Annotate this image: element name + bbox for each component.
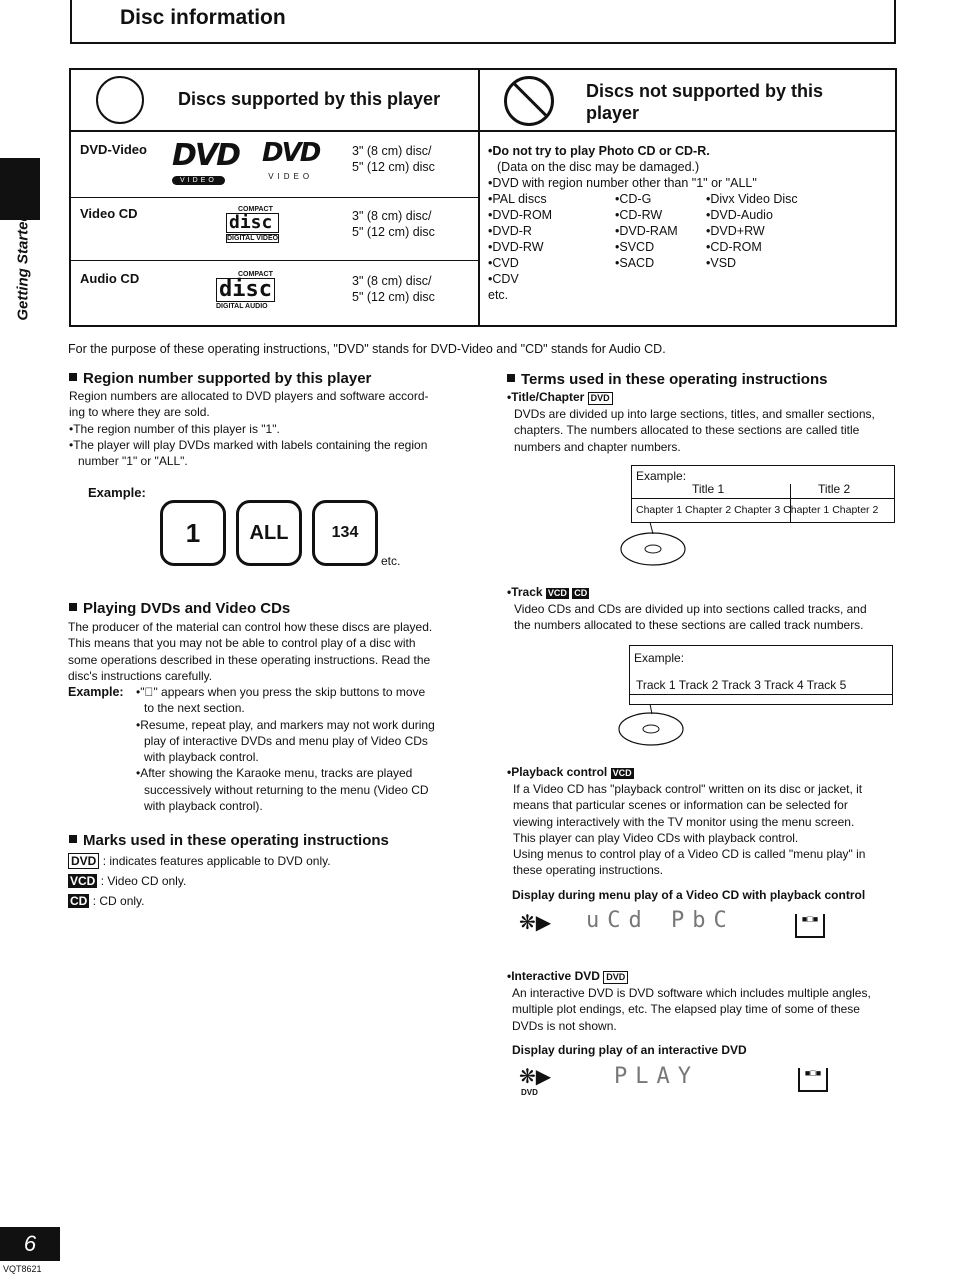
logo-main: disc bbox=[226, 213, 279, 233]
text-line: these operating instructions. bbox=[513, 863, 664, 878]
supported-circle-icon bbox=[96, 76, 144, 124]
chapter-label: Chapter 2 bbox=[832, 504, 879, 516]
chapter-row bbox=[636, 504, 878, 516]
text-line: disc's instructions carefully. bbox=[68, 668, 213, 683]
text-line: •The player will play DVDs marked with labels containing the region bbox=[69, 437, 428, 452]
marks-heading bbox=[69, 832, 389, 849]
title-label: Title 2 bbox=[818, 482, 851, 496]
text-line: •"⃠" appears when you press the skip buttons to move bbox=[136, 685, 426, 699]
region-example-label: Example: bbox=[88, 485, 146, 500]
square-bullet-icon bbox=[69, 603, 77, 611]
text-line: The producer of the material can control how these discs are played. bbox=[68, 620, 433, 634]
list-item: •CD-ROM bbox=[706, 240, 762, 254]
list-item: •DVD-ROM bbox=[488, 208, 553, 222]
row-rule bbox=[69, 197, 479, 198]
terms-heading bbox=[507, 371, 827, 388]
track-rule bbox=[630, 694, 892, 695]
text-line: chapters. The numbers allocated to these sections are called title bbox=[514, 423, 860, 438]
cd-badge-icon: CD bbox=[574, 588, 588, 598]
mark-vcd bbox=[68, 873, 186, 889]
vcd-badge-icon: VCD bbox=[547, 588, 567, 598]
acd-size-2: 5" (12 cm) disc bbox=[352, 290, 435, 304]
pbc-display-text: uCd PbC bbox=[586, 908, 735, 933]
text-line: with playback control). bbox=[144, 799, 263, 814]
region-all-icon bbox=[236, 500, 302, 566]
text-line: An interactive DVD is DVD software which includes multiple angles, bbox=[512, 986, 871, 1000]
title-rule bbox=[632, 498, 894, 499]
pbc-label bbox=[507, 764, 634, 780]
list-item: •SVCD bbox=[615, 240, 655, 254]
dvd-logo-sub: VIDEO bbox=[172, 176, 225, 185]
acd-size-1: 3" (8 cm) disc/ bbox=[352, 274, 432, 288]
text-line: to the next section. bbox=[144, 701, 245, 716]
disc-spin-icon: ❋▶ bbox=[519, 912, 552, 934]
page-number: 6 bbox=[0, 1227, 60, 1261]
purpose-note: For the purpose of these operating instructions, "DVD" stands for DVD-Video and "CD" stands for Audio CD. bbox=[68, 342, 666, 356]
track-name: Track 5 bbox=[806, 678, 847, 692]
playing-body bbox=[68, 619, 432, 684]
unsupported-warning-note: (Data on the disc may be damaged.) bbox=[497, 160, 700, 174]
playing-example-label: Example: bbox=[68, 685, 124, 699]
example-label: Example: bbox=[634, 651, 685, 665]
unsupported-col-2 bbox=[615, 191, 678, 271]
square-bullet-icon bbox=[507, 374, 515, 382]
track-example-box bbox=[629, 645, 893, 705]
region-number: 1 bbox=[185, 517, 201, 548]
terms-heading-text: Terms used in these operating instructions bbox=[521, 371, 828, 388]
display-dvd-label: DVD bbox=[521, 1088, 538, 1097]
region-number: ALL bbox=[249, 521, 289, 544]
text-line: Region numbers are allocated to DVD players and software accord- bbox=[69, 389, 429, 403]
list-item: etc. bbox=[488, 288, 509, 302]
chapter-label: Chapter 1 bbox=[783, 504, 830, 516]
mark-cd bbox=[68, 893, 144, 909]
dvd-video-logo-1 bbox=[172, 138, 239, 187]
text-line: Video CDs and CDs are divided up into sections called tracks, and bbox=[514, 602, 867, 616]
list-item: •CDV bbox=[488, 272, 519, 286]
disc-spin-icon: ❋▶ bbox=[519, 1066, 552, 1088]
disc-icon bbox=[620, 522, 690, 568]
square-bullet-icon bbox=[69, 835, 77, 843]
cd-badge-icon: CD bbox=[70, 894, 88, 908]
text-line: •The region number of this player is "1". bbox=[69, 421, 280, 436]
logo-sub: DIGITAL AUDIO bbox=[216, 303, 268, 310]
vcd-size-2: 5" (12 cm) disc bbox=[352, 225, 435, 239]
marks-heading-text: Marks used in these operating instructions bbox=[83, 832, 389, 849]
video-cd-logo bbox=[226, 206, 279, 243]
dvd-logo-text: DVD bbox=[172, 138, 240, 173]
doc-code: VQT8621 bbox=[3, 1264, 42, 1274]
text-line: •Resume, repeat play, and markers may not work during bbox=[136, 717, 435, 732]
track-name: Track 4 bbox=[764, 678, 804, 692]
term-label: •Track bbox=[507, 585, 543, 599]
list-item: •DVD-R bbox=[488, 224, 532, 238]
table-header-rule bbox=[69, 130, 897, 132]
dvd-badge-icon: DVD bbox=[588, 392, 613, 405]
text-line: DVDs are divided up into large sections, titles, and smaller sections, bbox=[514, 407, 875, 421]
interactive-display-text: PLAY bbox=[614, 1064, 699, 1089]
playing-example-list bbox=[136, 684, 435, 814]
audio-cd-logo bbox=[216, 271, 275, 310]
dvd-video-logo-2 bbox=[262, 138, 319, 181]
text-line: •After showing the Karaoke menu, tracks are played bbox=[136, 766, 413, 781]
dvd-size-2: 5" (12 cm) disc bbox=[352, 160, 435, 174]
logo-main: disc bbox=[216, 278, 275, 302]
title-chapter-body bbox=[514, 406, 875, 455]
interactive-display-caption: Display during play of an interactive DVD bbox=[512, 1043, 747, 1057]
list-item: •CD-G bbox=[615, 192, 652, 206]
term-label: •Title/Chapter bbox=[507, 390, 585, 404]
row-rule bbox=[69, 260, 479, 261]
title-chapter-label bbox=[507, 389, 613, 405]
region-etc: etc. bbox=[381, 554, 401, 568]
list-item: •PAL discs bbox=[488, 192, 547, 206]
track-body bbox=[514, 601, 867, 634]
text-line: If a Video CD has "playback control" written on its disc or jacket, it bbox=[513, 782, 863, 796]
interactive-label bbox=[507, 968, 628, 984]
prohibited-icon bbox=[504, 76, 554, 126]
title-divider bbox=[790, 484, 791, 522]
track-row bbox=[636, 678, 846, 692]
vcd-badge-icon: VCD bbox=[70, 874, 96, 888]
unsupported-heading: Discs not supported by this player bbox=[586, 81, 824, 123]
pbc-body bbox=[513, 781, 865, 879]
list-item: •Divx Video Disc bbox=[706, 192, 798, 206]
track-name: Track 1 bbox=[636, 678, 676, 692]
interactive-body bbox=[512, 985, 871, 1034]
text-line: multiple plot endings, etc. The elapsed play time of some of these bbox=[512, 1002, 860, 1017]
text-line: viewing interactively with the TV monitor using the menu screen. bbox=[513, 814, 855, 829]
pbc-display-caption: Display during menu play of a Video CD with playback control bbox=[512, 888, 866, 902]
disc-type-dvd: DVD-Video bbox=[80, 142, 147, 157]
dvd-logo-text: DVD bbox=[262, 138, 320, 168]
list-item: •VSD bbox=[706, 256, 737, 270]
list-item: •DVD+RW bbox=[706, 224, 765, 238]
list-item: •CVD bbox=[488, 256, 519, 270]
text-line: with playback control. bbox=[144, 750, 259, 765]
dvd-size-1: 3" (8 cm) disc/ bbox=[352, 144, 432, 158]
chapter-label: Chapter 2 bbox=[685, 504, 732, 516]
text-line: means that particular scenes or information can be selected for bbox=[513, 798, 848, 813]
text-line: play of interactive DVDs and menu play of Video CDs bbox=[144, 733, 428, 748]
text-line: This player can play Video CDs with playback control. bbox=[513, 830, 799, 845]
mark-dvd bbox=[68, 853, 331, 869]
list-item: •DVD-RAM bbox=[615, 224, 678, 238]
text-line: some operations described in these operating instructions. Read the bbox=[68, 652, 431, 667]
disc-type-audio-cd: Audio CD bbox=[80, 271, 140, 286]
playing-heading bbox=[69, 600, 290, 617]
dvd-logo-sub: VIDEO bbox=[268, 172, 314, 181]
text-line: successively without returning to the menu (Video CD bbox=[144, 782, 429, 797]
unsupported-col-1 bbox=[488, 191, 552, 303]
chapter-label: Chapter 3 bbox=[734, 504, 781, 516]
track-label bbox=[507, 584, 589, 600]
display-box-icon: ■□■ bbox=[798, 1068, 828, 1092]
unsupported-region-note: •DVD with region number other than "1" or "ALL" bbox=[488, 176, 757, 190]
dvd-badge-icon: DVD bbox=[68, 853, 99, 869]
square-bullet-icon bbox=[69, 373, 77, 381]
region-number: 134 bbox=[331, 524, 359, 541]
logo-sub: DIGITAL VIDEO bbox=[227, 235, 279, 242]
logo-top: COMPACT bbox=[238, 271, 273, 278]
text-line: Using menus to control play of a Video CD is called "menu play" in bbox=[513, 847, 866, 862]
list-item: •DVD-RW bbox=[488, 240, 544, 254]
disc-type-vcd: Video CD bbox=[80, 206, 138, 221]
region-body bbox=[69, 388, 429, 469]
vcd-size-1: 3" (8 cm) disc/ bbox=[352, 209, 432, 223]
vcd-badge-icon: VCD bbox=[612, 768, 632, 778]
mark-text: : CD only. bbox=[92, 894, 145, 908]
text-line: DVDs is not shown. bbox=[512, 1018, 617, 1033]
term-label: •Interactive DVD bbox=[507, 969, 600, 983]
side-tab-label: Getting Started bbox=[14, 212, 32, 321]
supported-heading: Discs supported by this player bbox=[178, 89, 441, 109]
page-title: Disc information bbox=[120, 6, 286, 29]
display-box-icon: ■□■ bbox=[795, 914, 825, 938]
region-heading bbox=[69, 370, 371, 387]
title-label: Title 1 bbox=[692, 482, 725, 496]
list-item: •SACD bbox=[615, 256, 655, 270]
unsupported-warning: •Do not try to play Photo CD or CD-R. bbox=[488, 144, 710, 158]
region-1-icon bbox=[160, 500, 226, 566]
mark-text: : Video CD only. bbox=[100, 874, 187, 888]
term-label: •Playback control bbox=[507, 765, 608, 779]
text-line: ing to where they are sold. bbox=[69, 405, 210, 420]
track-name: Track 3 bbox=[721, 678, 761, 692]
text-line: This means that you may not be able to control play of a disc with bbox=[68, 636, 416, 651]
text-line: the numbers allocated to these sections are called track numbers. bbox=[514, 618, 864, 633]
unsupported-col-3 bbox=[706, 191, 798, 271]
track-name: Track 2 bbox=[678, 678, 719, 692]
region-heading-text: Region number supported by this player bbox=[83, 370, 372, 387]
text-line: number "1" or "ALL". bbox=[78, 454, 188, 469]
playing-heading-text: Playing DVDs and Video CDs bbox=[83, 600, 291, 617]
region-134-icon bbox=[312, 500, 378, 566]
list-item: •DVD-Audio bbox=[706, 208, 773, 222]
mark-text: : indicates features applicable to DVD only. bbox=[102, 854, 331, 868]
text-line: numbers and chapter numbers. bbox=[514, 439, 681, 454]
dvd-badge-icon: DVD bbox=[603, 971, 628, 984]
example-label: Example: bbox=[636, 469, 687, 483]
title-chapter-example-box bbox=[631, 465, 895, 523]
chapter-label: Chapter 1 bbox=[636, 504, 683, 516]
disc-icon bbox=[618, 704, 688, 748]
logo-top: COMPACT bbox=[238, 206, 273, 213]
list-item: •CD-RW bbox=[615, 208, 663, 222]
